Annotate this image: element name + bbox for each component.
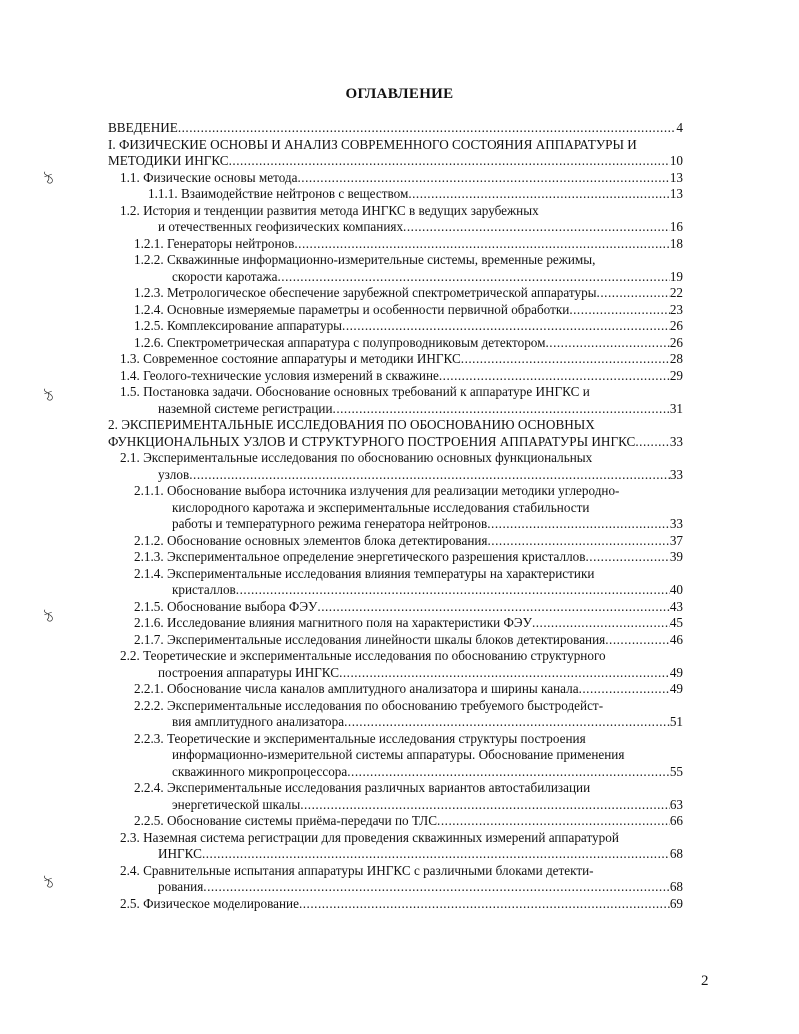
table-of-contents xyxy=(0,120,799,912)
toc-entry xyxy=(134,813,683,830)
toc-page-number: 28 xyxy=(669,351,683,366)
toc-leader-dots xyxy=(597,285,670,302)
toc-entry-text: рования xyxy=(158,879,204,894)
toc-leader-dots xyxy=(439,368,670,385)
toc-leader-dots xyxy=(344,714,670,731)
toc-page-number: 40 xyxy=(669,582,683,597)
toc-page-number: 51 xyxy=(669,714,683,729)
toc-entry xyxy=(134,698,683,731)
toc-leader-dots xyxy=(229,153,670,170)
toc-page-number: 26 xyxy=(669,334,683,350)
toc-entry xyxy=(134,236,683,253)
toc-page-number: 45 xyxy=(669,615,683,630)
toc-leader-dots xyxy=(488,533,670,550)
toc-page-number: 33 xyxy=(669,466,683,482)
toc-leader-dots xyxy=(299,896,670,913)
toc-entry-text: I. ФИЗИЧЕСКИЕ ОСНОВЫ И АНАЛИЗ СОВРЕМЕННОГО СОСТОЯНИЯ АППАРАТУРЫ И xyxy=(108,136,637,152)
toc-entry xyxy=(134,318,683,335)
toc-leader-dots xyxy=(579,681,670,698)
toc-entry-text: 2.2.4. Экспериментальные исследования различных вариантов автостабилизации xyxy=(134,780,591,795)
toc-leader-dots xyxy=(408,186,670,203)
toc-leader-dots xyxy=(461,351,670,368)
toc-entry-text: 1.4. Геолого-технические условия измерений в скважине xyxy=(120,367,439,383)
toc-leader-dots xyxy=(487,516,670,533)
toc-entry-text: 2. ЭКСПЕРИМЕНТАЛЬНЫЕ ИССЛЕДОВАНИЯ ПО ОБОСНОВАНИЮ ОСНОВНЫХ xyxy=(108,417,595,432)
toc-entry-text: 2.1.6. Исследование влияния магнитного поля на характеристики ФЭУ xyxy=(134,615,532,630)
toc-entry-text: кристаллов xyxy=(172,582,236,597)
toc-entry xyxy=(134,731,683,781)
toc-entry-text: скважинного микропроцессора xyxy=(172,763,348,779)
toc-leader-dots xyxy=(202,846,670,863)
toc-leader-dots xyxy=(403,219,670,236)
margin-mark: ঠ xyxy=(43,389,56,406)
toc-entry xyxy=(120,368,683,385)
toc-leader-dots xyxy=(278,269,670,286)
toc-entry xyxy=(108,120,683,137)
toc-entry-text: 1.2.5. Комплексирование аппаратуры xyxy=(134,318,343,333)
toc-page-number: 10 xyxy=(669,153,683,168)
toc-entry-text: ВВЕДЕНИЕ xyxy=(108,120,178,135)
toc-page-number: 69 xyxy=(669,895,683,911)
toc-entry-text: 1.2.3. Метрологическое обеспечение зарубежной спектрометрической аппаратуры xyxy=(134,285,597,300)
toc-entry xyxy=(134,632,683,649)
toc-entry xyxy=(120,863,683,896)
toc-leader-dots xyxy=(635,434,669,451)
toc-page-number: 19 xyxy=(669,268,683,284)
toc-page-number: 49 xyxy=(669,664,683,680)
toc-entry-text: 2.1.5. Обоснование выбора ФЭУ xyxy=(134,598,318,614)
toc-entry xyxy=(108,137,683,170)
toc-page-number: 18 xyxy=(669,235,683,251)
page-title: ОГЛАВЛЕНИЕ xyxy=(345,86,454,102)
toc-entry-text: построения аппаратуры ИНГКС xyxy=(158,664,340,680)
toc-entry-text: 1.2.4. Основные измеряемые параметры и особенности первичной обработки xyxy=(134,301,570,317)
toc-leader-dots xyxy=(585,549,669,566)
toc-entry-text: и отечественных геофизических компаниях xyxy=(158,219,404,234)
toc-entry xyxy=(134,780,683,813)
toc-page-number: 49 xyxy=(669,681,683,696)
toc-leader-dots xyxy=(605,632,670,649)
toc-entry xyxy=(134,599,683,616)
toc-entry-text: 1.3. Современное состояние аппаратуры и методики ИНГКС xyxy=(120,351,461,366)
toc-entry-text: 2.2.1. Обоснование числа каналов амплитудного анализатора и ширины канала xyxy=(134,681,579,696)
toc-entry xyxy=(134,533,683,550)
toc-leader-dots xyxy=(437,813,670,830)
toc-entry-text: скорости каротажа xyxy=(172,268,278,284)
toc-entry-text: энергетической шкалы xyxy=(172,796,301,812)
toc-entry-text: наземной системе регистрации xyxy=(158,400,333,416)
toc-entry-text: 1.2. История и тенденции развития метода ИНГКС в ведущих зарубежных xyxy=(120,202,539,218)
toc-entry-text: 2.2.2. Экспериментальные исследования по обоснованию требуемого быстродейст- xyxy=(134,697,604,713)
toc-page-number: 33 xyxy=(669,516,683,531)
toc-entry-text: 1.5. Постановка задачи. Обоснование основных требований к аппаратуре ИНГКС и xyxy=(120,384,590,399)
toc-entry xyxy=(148,186,683,203)
toc-leader-dots xyxy=(317,599,669,616)
toc-page-number: 66 xyxy=(669,813,683,828)
toc-page-number: 68 xyxy=(669,879,683,894)
toc-entry-text: работы и температурного режима генератора нейтронов xyxy=(172,516,488,531)
toc-entry xyxy=(134,335,683,352)
toc-entry-text: 2.1.7. Экспериментальные исследования линейности шкалы блоков детектирования xyxy=(134,631,606,647)
toc-entry-text: 2.2.5. Обоснование системы приёма-передачи по ТЛС xyxy=(134,813,438,828)
toc-leader-dots xyxy=(333,401,670,418)
toc-entry-text: 1.2.6. Спектрометрическая аппаратура с полупроводниковым детектором xyxy=(134,334,546,350)
toc-entry-text: узлов xyxy=(158,466,190,482)
toc-page-number: 37 xyxy=(669,532,683,548)
toc-entry-text: 1.1.1. Взаимодействие нейтронов с веществом xyxy=(148,186,409,201)
toc-entry-text: 2.2.3. Теоретические и экспериментальные исследования структуры построения xyxy=(134,730,586,746)
toc-entry xyxy=(120,170,683,187)
toc-entry-text: 2.1.2. Обоснование основных элементов блока детектирования xyxy=(134,532,488,548)
toc-leader-dots xyxy=(297,170,669,187)
toc-leader-dots xyxy=(347,764,670,781)
toc-entry-text: 2.1.3. Экспериментальное определение энергетического разрешения кристаллов xyxy=(134,549,586,564)
toc-entry-text: кислородного каротажа и экспериментальные исследования стабильности xyxy=(172,499,590,515)
toc-entry-text: вия амплитудного анализатора xyxy=(172,714,345,729)
margin-mark: ঠ xyxy=(43,172,56,189)
toc-page-number: 33 xyxy=(669,433,683,449)
toc-entry-text: ИНГКС xyxy=(158,846,202,861)
toc-page-number: 13 xyxy=(669,169,683,185)
toc-page-number: 23 xyxy=(669,301,683,317)
toc-page-number: 22 xyxy=(669,285,683,300)
toc-entry-text: 1.2.1. Генераторы нейтронов xyxy=(134,235,295,251)
toc-entry xyxy=(120,203,683,236)
toc-page-number: 63 xyxy=(669,796,683,812)
toc-entry-text: 2.1.1. Обоснование выбора источника излучения для реализации методики углеродно- xyxy=(134,483,620,498)
toc-page-number: 4 xyxy=(676,120,683,135)
toc-entry-text: 2.1.4. Экспериментальные исследования влияния температуры на характеристики xyxy=(134,565,595,581)
toc-leader-dots xyxy=(236,582,670,599)
toc-entry xyxy=(120,648,683,681)
toc-entry-text: 2.3. Наземная система регистрации для проведения скважинных измерений аппаратурой xyxy=(120,829,619,845)
toc-entry xyxy=(134,285,683,302)
toc-page-number: 29 xyxy=(669,367,683,383)
toc-entry-text: 1.2.2. Скважинные информационно-измерительные системы, временные режимы, xyxy=(134,252,596,267)
page-number: 2 xyxy=(701,973,709,989)
toc-leader-dots xyxy=(545,335,669,352)
toc-leader-dots xyxy=(178,120,677,137)
toc-leader-dots xyxy=(300,797,670,814)
toc-entry-text: 2.4. Сравнительные испытания аппаратуры ИНГКС с различными блоками детекти- xyxy=(120,862,594,878)
toc-page-number: 68 xyxy=(669,846,683,861)
toc-entry xyxy=(134,483,683,533)
toc-entry-text: ФУНКЦИОНАЛЬНЫХ УЗЛОВ И СТРУКТУРНОГО ПОСТРОЕНИЯ АППАРАТУРЫ ИНГКС xyxy=(108,433,636,449)
toc-entry xyxy=(134,566,683,599)
toc-page-number: 16 xyxy=(669,219,683,234)
toc-entry xyxy=(134,615,683,632)
toc-leader-dots xyxy=(339,665,670,682)
toc-page-number: 39 xyxy=(669,549,683,564)
toc-entry xyxy=(120,896,683,913)
toc-leader-dots xyxy=(189,467,670,484)
toc-page-number: 46 xyxy=(669,631,683,647)
toc-entry-text: 2.5. Физическое моделирование xyxy=(120,895,299,911)
toc-page-number: 43 xyxy=(669,598,683,614)
toc-entry xyxy=(134,549,683,566)
toc-entry-text: информационно-измерительной системы аппаратуры. Обоснование применения xyxy=(172,747,625,762)
toc-entry xyxy=(134,302,683,319)
toc-entry xyxy=(120,830,683,863)
toc-entry-text: 1.1. Физические основы метода xyxy=(120,169,298,185)
toc-entry xyxy=(134,681,683,698)
toc-entry-text: 2.1. Экспериментальные исследования по обоснованию основных функциональных xyxy=(120,450,593,465)
toc-leader-dots xyxy=(342,318,670,335)
toc-entry xyxy=(120,384,683,417)
toc-entry-text: 2.2. Теоретические и экспериментальные исследования по обоснованию структурного xyxy=(120,648,606,663)
toc-entry xyxy=(120,450,683,483)
toc-entry xyxy=(108,417,683,450)
toc-leader-dots xyxy=(203,879,670,896)
toc-page-number: 13 xyxy=(669,186,683,201)
toc-page-number: 31 xyxy=(669,400,683,416)
toc-entry xyxy=(134,252,683,285)
toc-leader-dots xyxy=(569,302,669,319)
toc-page-number: 55 xyxy=(669,763,683,779)
toc-entry-text: МЕТОДИКИ ИНГКС xyxy=(108,153,229,168)
toc-leader-dots xyxy=(294,236,669,253)
toc-leader-dots xyxy=(532,615,670,632)
toc-page-number: 26 xyxy=(669,318,683,333)
toc-entry xyxy=(120,351,683,368)
margin-mark: ঠ xyxy=(43,610,56,627)
margin-mark: ঠ xyxy=(43,876,56,893)
